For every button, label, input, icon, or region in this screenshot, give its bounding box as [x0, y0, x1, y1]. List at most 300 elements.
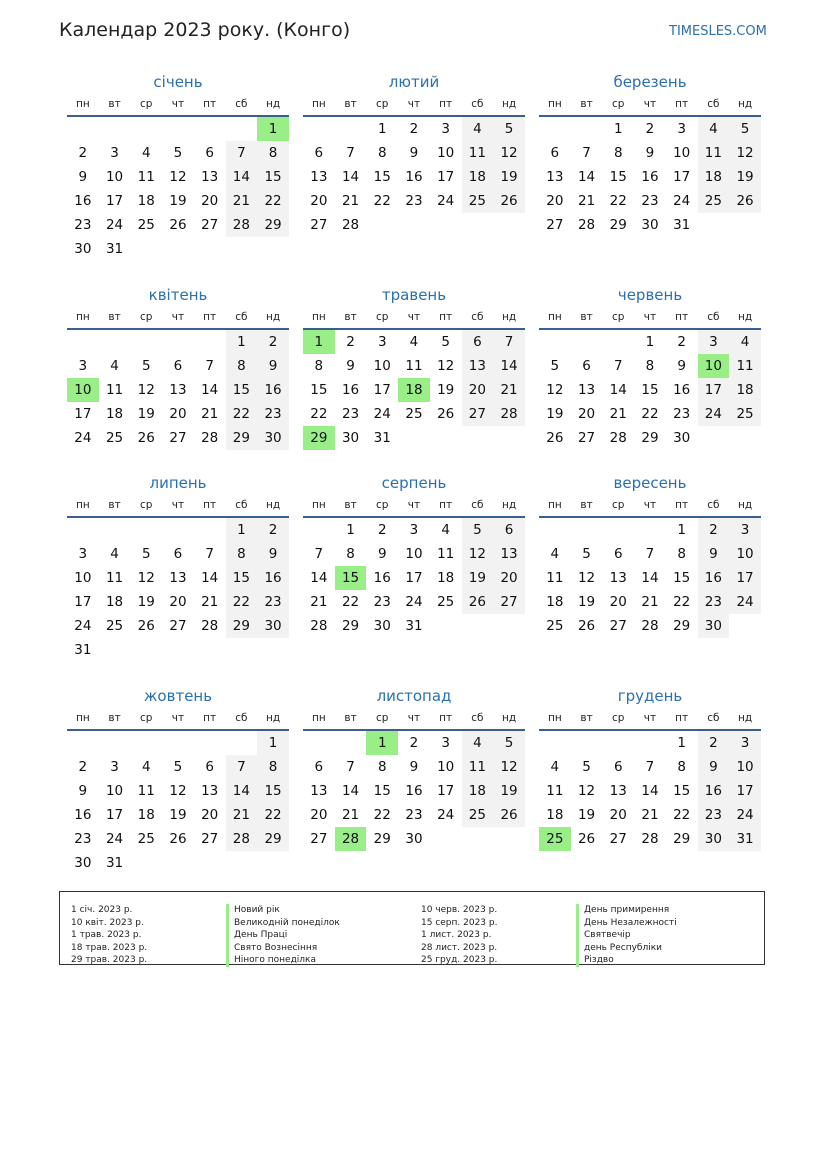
day-cell: 10	[105, 169, 124, 185]
day-cell: 17	[373, 382, 391, 398]
day-cell: 23	[257, 590, 289, 614]
day-cell: 7	[645, 759, 655, 775]
day-cell: 15	[641, 382, 659, 398]
weekday-label: чт	[407, 98, 421, 110]
day-cell: 3	[78, 546, 88, 562]
weekday-header	[303, 708, 525, 728]
day-cell: 2	[78, 759, 88, 775]
day-cell: 7	[582, 145, 591, 161]
empty-cell	[130, 518, 162, 542]
day-cell: 27	[493, 590, 525, 614]
empty-cell	[99, 330, 131, 354]
day-cell: 26	[493, 189, 525, 213]
month-name: серпень	[381, 474, 447, 492]
empty-cell	[162, 117, 194, 141]
legend-holiday-name: День Незалежності	[576, 917, 677, 930]
day-cell: 21	[609, 406, 627, 422]
day-cell: 31	[405, 618, 423, 634]
empty-cell	[194, 518, 226, 542]
weekday-label: чт	[643, 311, 657, 323]
month-name: січень	[153, 73, 203, 91]
empty-cell	[99, 117, 131, 141]
day-cell: 13	[169, 570, 187, 586]
day-cell: 16	[698, 566, 730, 590]
day-grid	[539, 518, 761, 638]
day-cell: 28	[310, 618, 328, 634]
weekday-label: ср	[376, 712, 389, 724]
weekday-label: ср	[612, 499, 625, 511]
day-cell: 23	[405, 193, 423, 209]
day-cell: 11	[698, 141, 730, 165]
legend-holiday-name: Ніного понеділка	[226, 954, 340, 967]
day-cell: 24	[698, 402, 730, 426]
day-cell: 27	[609, 618, 627, 634]
weekday-label: пт	[439, 499, 453, 511]
day-cell: 23	[74, 831, 92, 847]
weekday-label: вт	[108, 98, 121, 110]
day-cell: 6	[550, 145, 560, 161]
day-cell: 21	[493, 378, 525, 402]
empty-cell	[67, 117, 99, 141]
day-cell: 3	[729, 518, 761, 542]
day-cell: 7	[493, 330, 525, 354]
weekday-header	[67, 708, 289, 728]
day-cell: 16	[373, 570, 391, 586]
day-cell: 25	[105, 430, 124, 446]
legend-holiday-name: Новий рік	[226, 904, 340, 917]
empty-cell	[130, 117, 162, 141]
weekday-label: сб	[471, 499, 484, 511]
day-cell: 28	[609, 430, 627, 446]
day-cell: 6	[613, 759, 623, 775]
weekday-label: нд	[266, 712, 281, 724]
empty-cell	[99, 518, 131, 542]
weekday-label: нд	[502, 712, 517, 724]
weekday-label: вт	[344, 499, 357, 511]
day-cell: 11	[105, 382, 124, 398]
day-cell: 19	[137, 594, 155, 610]
day-cell: 28	[641, 831, 659, 847]
day-cell: 12	[462, 542, 494, 566]
day-cell: 6	[462, 330, 494, 354]
day-cell: 11	[437, 546, 455, 562]
legend-holiday-name: День Праці	[226, 929, 340, 942]
day-cell: 24	[729, 803, 761, 827]
day-cell: 29	[641, 430, 659, 446]
day-cell: 20	[609, 594, 627, 610]
day-cell: 26	[437, 406, 455, 422]
day-cell: 19	[169, 193, 187, 209]
day-cell: 20	[609, 807, 627, 823]
day-cell: 11	[462, 141, 494, 165]
legend-holiday-name: Свято Вознесіння	[226, 942, 340, 955]
day-cell: 29	[257, 213, 289, 237]
day-cell: 21	[226, 803, 258, 827]
empty-cell	[130, 330, 162, 354]
weekday-label: вт	[344, 311, 357, 323]
day-cell: 23	[405, 807, 423, 823]
weekday-header	[67, 495, 289, 515]
day-cell: 27	[609, 831, 627, 847]
weekday-label: пт	[203, 499, 217, 511]
day-cell: 23	[373, 594, 391, 610]
weekday-label: чт	[643, 499, 657, 511]
day-cell: 1	[645, 334, 655, 350]
empty-cell	[539, 731, 571, 755]
day-cell: 23	[257, 402, 289, 426]
day-cell: 23	[698, 803, 730, 827]
day-cell: 16	[405, 169, 423, 185]
weekday-header	[539, 495, 761, 515]
day-cell: 22	[257, 189, 289, 213]
weekday-header	[539, 94, 761, 114]
day-cell: 28	[641, 618, 659, 634]
empty-cell	[162, 731, 194, 755]
day-cell: 23	[641, 193, 659, 209]
weekday-header	[67, 307, 289, 327]
month-name: травень	[381, 286, 447, 304]
weekday-label: нд	[738, 712, 753, 724]
legend-names-col-2	[576, 904, 677, 967]
weekday-label: вт	[344, 98, 357, 110]
day-cell: 31	[673, 217, 691, 233]
day-cell: 16	[341, 382, 360, 398]
day-cell: 13	[201, 169, 219, 185]
day-cell: 27	[310, 217, 328, 233]
day-cell: 3	[729, 731, 761, 755]
day-cell: 20	[169, 406, 187, 422]
day-cell: 20	[169, 594, 187, 610]
day-cell: 5	[493, 117, 525, 141]
weekday-label: пн	[311, 712, 326, 724]
weekday-label: нд	[266, 311, 281, 323]
day-cell: 26	[169, 831, 187, 847]
day-cell: 7	[645, 546, 655, 562]
weekday-label: сб	[707, 311, 720, 323]
day-cell: 18	[546, 807, 564, 823]
day-cell: 12	[493, 141, 525, 165]
day-cell: 19	[577, 807, 596, 823]
day-cell: 21	[341, 807, 360, 823]
legend-holiday-name: Святвечір	[576, 929, 677, 942]
day-cell: 1	[346, 522, 355, 538]
empty-cell	[130, 731, 162, 755]
day-cell: 6	[173, 546, 183, 562]
day-cell: 25	[698, 189, 730, 213]
day-cell: 26	[137, 618, 155, 634]
day-cell: 20	[493, 566, 525, 590]
empty-cell	[634, 731, 666, 755]
day-cell: 25	[462, 803, 494, 827]
day-cell: 9	[257, 542, 289, 566]
day-cell: 11	[546, 783, 564, 799]
day-cell: 28	[201, 430, 219, 446]
weekday-label: пн	[311, 98, 326, 110]
weekday-label: сб	[235, 311, 248, 323]
day-cell: 21	[641, 594, 659, 610]
day-cell: 20	[310, 807, 328, 823]
day-cell: 23	[341, 406, 360, 422]
empty-cell	[194, 731, 226, 755]
legend-holiday-name: День примирення	[576, 904, 677, 917]
day-cell: 26	[137, 430, 155, 446]
day-cell: 30	[405, 831, 423, 847]
day-cell: 31	[105, 855, 124, 871]
day-cell: 22	[673, 807, 691, 823]
day-cell: 6	[314, 145, 324, 161]
day-cell: 18	[105, 406, 124, 422]
weekday-label: пт	[439, 311, 453, 323]
day-cell: 22	[641, 406, 659, 422]
day-cell: 18	[462, 165, 494, 189]
day-cell: 24	[437, 193, 455, 209]
day-cell: 19	[546, 406, 564, 422]
day-cell: 9	[698, 542, 730, 566]
empty-cell	[162, 518, 194, 542]
empty-cell	[539, 117, 571, 141]
day-cell: 16	[641, 169, 659, 185]
month-5	[303, 285, 525, 450]
day-cell: 29	[673, 831, 691, 847]
day-cell: 21	[201, 406, 219, 422]
weekday-label: чт	[407, 311, 421, 323]
weekday-header	[303, 307, 525, 327]
weekday-label: пт	[203, 98, 217, 110]
day-cell: 2	[377, 522, 387, 538]
weekday-label: пт	[439, 712, 453, 724]
day-cell: 1	[377, 121, 387, 137]
day-cell: 7	[346, 145, 355, 161]
day-cell: 13	[201, 783, 219, 799]
day-cell: 10	[74, 570, 92, 586]
day-cell: 16	[673, 382, 691, 398]
day-cell: 6	[493, 518, 525, 542]
day-grid	[67, 518, 289, 662]
weekday-label: ср	[612, 311, 625, 323]
day-cell: 25	[462, 189, 494, 213]
day-cell: 25	[437, 594, 455, 610]
day-cell: 9	[409, 759, 419, 775]
day-cell: 5	[173, 759, 183, 775]
weekday-label: сб	[471, 712, 484, 724]
day-cell: 28	[226, 213, 258, 237]
day-cell: 24	[673, 193, 691, 209]
day-cell: 8	[226, 542, 258, 566]
day-cell: 19	[462, 566, 494, 590]
day-cell: 4	[409, 334, 419, 350]
weekday-label: пн	[311, 499, 326, 511]
day-cell: 3	[110, 759, 119, 775]
day-cell: 30	[698, 827, 730, 851]
holiday-day-cell: 25	[539, 827, 571, 851]
day-cell: 27	[462, 402, 494, 426]
empty-cell	[67, 518, 99, 542]
page-title: Календар 2023 року. (Конго)	[59, 19, 351, 41]
empty-cell	[602, 518, 634, 542]
legend-date: 28 лист. 2023 р.	[421, 942, 498, 953]
day-grid	[303, 330, 525, 450]
day-cell: 4	[110, 546, 119, 562]
holiday-day-cell: 1	[366, 731, 398, 755]
weekday-label: вт	[580, 98, 593, 110]
day-cell: 2	[257, 518, 289, 542]
legend-date: 10 черв. 2023 р.	[421, 905, 498, 915]
day-cell: 12	[137, 382, 155, 398]
weekday-label: ср	[376, 499, 389, 511]
day-cell: 28	[577, 217, 596, 233]
day-cell: 1	[677, 735, 686, 751]
day-cell: 10	[729, 542, 761, 566]
day-cell: 26	[729, 189, 761, 213]
month-11	[303, 686, 525, 851]
weekday-label: вт	[108, 712, 121, 724]
day-cell: 31	[105, 241, 124, 257]
weekday-label: ср	[140, 311, 153, 323]
day-cell: 22	[609, 193, 627, 209]
empty-cell	[539, 518, 571, 542]
day-cell: 14	[493, 354, 525, 378]
day-cell: 5	[441, 334, 450, 350]
day-cell: 13	[310, 169, 328, 185]
day-cell: 5	[462, 518, 494, 542]
day-cell: 27	[577, 430, 596, 446]
day-cell: 15	[673, 783, 691, 799]
day-cell: 9	[346, 358, 355, 374]
day-cell: 4	[462, 731, 494, 755]
weekday-label: чт	[171, 712, 185, 724]
day-cell: 14	[641, 570, 659, 586]
weekday-label: вт	[580, 712, 593, 724]
weekday-label: нд	[738, 499, 753, 511]
day-cell: 31	[373, 430, 391, 446]
weekday-label: пт	[675, 712, 689, 724]
day-cell: 25	[137, 831, 155, 847]
weekday-label: вт	[344, 712, 357, 724]
weekday-label: пт	[675, 499, 689, 511]
day-cell: 15	[257, 779, 289, 803]
weekday-label: сб	[235, 499, 248, 511]
day-cell: 11	[105, 570, 124, 586]
legend-holiday-name: день Республіки	[576, 942, 677, 955]
day-grid	[67, 330, 289, 450]
day-cell: 29	[373, 831, 391, 847]
weekday-label: пт	[203, 712, 217, 724]
day-cell: 13	[493, 542, 525, 566]
empty-cell	[194, 117, 226, 141]
day-cell: 16	[257, 378, 289, 402]
day-cell: 14	[641, 783, 659, 799]
weekday-label: пн	[75, 712, 90, 724]
day-cell: 16	[257, 566, 289, 590]
day-cell: 28	[493, 402, 525, 426]
day-cell: 8	[346, 546, 355, 562]
month-name: жовтень	[143, 687, 213, 705]
day-cell: 2	[78, 145, 88, 161]
empty-cell	[539, 330, 571, 354]
empty-cell	[67, 731, 99, 755]
weekday-label: чт	[407, 712, 421, 724]
day-cell: 4	[729, 330, 761, 354]
day-cell: 10	[437, 759, 455, 775]
day-cell: 24	[373, 406, 391, 422]
day-cell: 8	[257, 755, 289, 779]
month-name: червень	[617, 286, 683, 304]
month-12	[539, 686, 761, 851]
weekday-label: сб	[707, 98, 720, 110]
day-cell: 12	[493, 755, 525, 779]
day-cell: 13	[577, 382, 596, 398]
day-cell: 4	[110, 358, 119, 374]
day-grid	[67, 731, 289, 875]
weekday-label: сб	[471, 98, 484, 110]
day-cell: 5	[582, 546, 591, 562]
weekday-label: вт	[580, 311, 593, 323]
month-name: вересень	[613, 474, 687, 492]
day-cell: 15	[373, 783, 391, 799]
weekday-label: вт	[108, 499, 121, 511]
day-cell: 6	[205, 759, 214, 775]
site-link[interactable]: TIMESLES.COM	[669, 24, 767, 39]
legend-names-col-1	[226, 904, 340, 967]
legend-holiday-name: Різдво	[576, 954, 677, 967]
day-cell: 13	[310, 783, 328, 799]
weekday-label: нд	[266, 499, 281, 511]
day-cell: 4	[550, 759, 560, 775]
empty-cell	[99, 731, 131, 755]
empty-cell	[162, 330, 194, 354]
day-cell: 2	[645, 121, 655, 137]
weekday-label: пт	[675, 98, 689, 110]
month-name: грудень	[617, 687, 683, 705]
holiday-legend	[59, 891, 765, 965]
empty-cell	[571, 117, 603, 141]
day-cell: 13	[462, 354, 494, 378]
day-cell: 3	[377, 334, 387, 350]
day-cell: 4	[141, 759, 151, 775]
day-cell: 17	[74, 406, 92, 422]
weekday-header	[539, 708, 761, 728]
empty-cell	[335, 117, 367, 141]
day-cell: 7	[346, 759, 355, 775]
day-cell: 22	[257, 803, 289, 827]
day-cell: 7	[205, 546, 214, 562]
weekday-label: ср	[140, 499, 153, 511]
day-cell: 9	[78, 783, 88, 799]
weekday-label: вт	[108, 311, 121, 323]
day-cell: 1	[226, 330, 258, 354]
weekday-label: сб	[235, 712, 248, 724]
day-cell: 27	[310, 831, 328, 847]
day-cell: 24	[437, 807, 455, 823]
day-cell: 18	[462, 779, 494, 803]
day-cell: 19	[577, 594, 596, 610]
weekday-label: сб	[707, 712, 720, 724]
day-cell: 27	[546, 217, 564, 233]
holiday-day-cell: 10	[698, 354, 730, 378]
month-9	[539, 473, 761, 638]
day-cell: 28	[341, 217, 360, 233]
day-cell: 20	[310, 193, 328, 209]
day-cell: 17	[437, 783, 455, 799]
day-cell: 24	[105, 217, 124, 233]
day-cell: 11	[137, 169, 155, 185]
legend-date: 10 квіт. 2023 р.	[71, 917, 144, 928]
day-cell: 30	[257, 614, 289, 638]
holiday-day-cell: 10	[67, 378, 99, 402]
day-grid	[303, 117, 525, 237]
day-cell: 11	[729, 354, 761, 378]
weekday-label: пт	[675, 311, 689, 323]
